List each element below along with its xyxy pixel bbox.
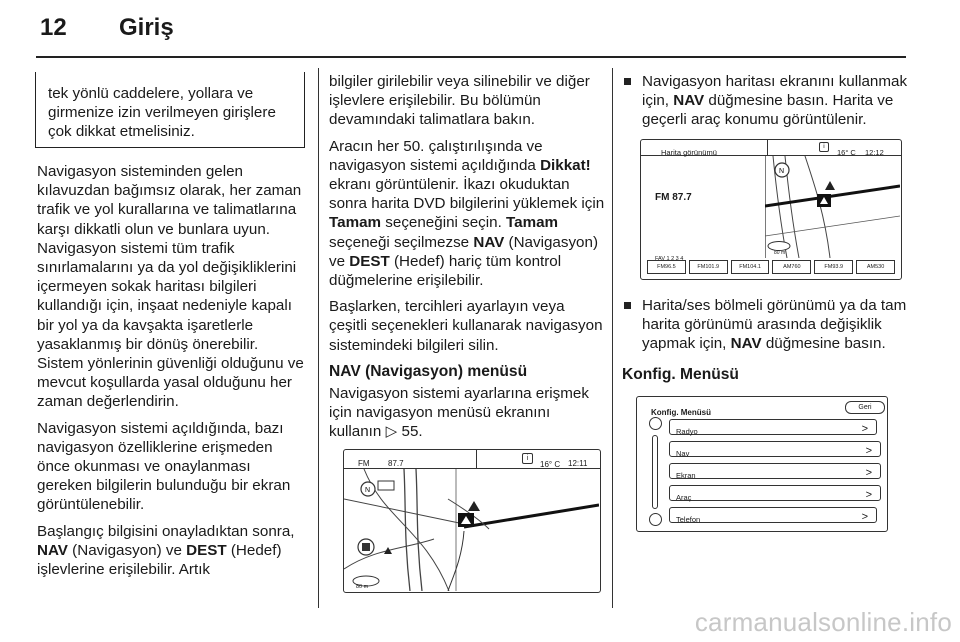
map-view: [765, 156, 900, 258]
tamam-keyword: Tamam: [329, 214, 382, 232]
nav-keyword: NAV: [473, 233, 505, 251]
bullet-icon: [624, 302, 631, 309]
menu-item-telefon[interactable]: Telefon >: [669, 507, 877, 523]
scroll-down-icon[interactable]: [649, 513, 662, 526]
chevron-right-icon: >: [861, 423, 868, 436]
menu-item-nav[interactable]: Nav >: [669, 441, 881, 457]
menu-item-ekran[interactable]: Ekran >: [669, 463, 881, 479]
dikkat-keyword: Dikkat!: [540, 156, 591, 174]
tamam-keyword: Tamam: [506, 214, 559, 232]
watermark: carmanualsonline.info: [694, 607, 952, 637]
screen-status-bar: FM 87.7 i 16° C 12:11: [344, 450, 600, 469]
chevron-right-icon: >: [865, 467, 872, 480]
column-3: [622, 72, 908, 532]
preset-button[interactable]: FM101.9: [689, 260, 728, 274]
paragraph: Navigasyon sisteminden gelen kılavuzdan bağımsız olarak, her zaman trafik ve yol kurallarına ve talimatlarına karşı dikkatli olun ve bunlara uyun. Navigasyon sistemi tüm trafik sınırlamalarını ya da yol değişikliklerini içermeyen sokak haritası bilgileri kullandığı için, inşaat nedeniyle kapalı bir yol ya da kavşakta işaretlerle yasaklanmış bir dönüş önerebilir. Sistem yönlerinin güvenliği olduğunu ve mevcut koşullarda yasal olduğunu her zaman değerlendirin.: [37, 163, 304, 411]
chevron-right-icon: >: [865, 489, 872, 502]
header-rule: [36, 56, 906, 58]
preset-button[interactable]: FM104.1: [731, 260, 770, 274]
scroll-up-icon[interactable]: [649, 417, 662, 430]
scrollbar[interactable]: [652, 435, 658, 509]
section-heading-config-menu: Konfig. Menüsü: [622, 366, 739, 384]
preset-button[interactable]: FM93.9: [814, 260, 853, 274]
preset-button[interactable]: AM760: [772, 260, 811, 274]
warning-text: tek yönlü caddelere, yollara ve girmenize izin verilmeyen girişlere çok dikkat etmelisiniz.: [48, 85, 276, 141]
column-2: [329, 72, 605, 593]
map-view: [344, 469, 599, 591]
map-screen-illustration: Harita görünümü i 16° C 12:12 FM 87.7 FAV 1 2 3 4 N 80 m FM96.5 FM101.9 FM104.1 AM760 FM93.9 AM530: [640, 139, 902, 280]
nav-keyword: NAV: [37, 541, 68, 559]
column-divider-1: [318, 68, 319, 608]
menu-item-radyo[interactable]: Radyo >: [669, 419, 877, 435]
menu-item-arac[interactable]: Araç >: [669, 485, 881, 501]
paragraph: bilgiler girilebilir veya silinebilir ve diğer işlevlere erişilebilir. Bu bölümün devamındaki talimatlara bakın.: [329, 73, 590, 129]
svg-text:N: N: [779, 167, 785, 175]
nav-keyword: NAV: [730, 335, 762, 353]
paragraph: Başlangıç bilgisini onayladıktan sonra, NAV (Navigasyon) ve DEST (Hedef) işlevlerine erişilebilir. Artık: [37, 522, 295, 579]
page-reference-icon: ▷: [385, 423, 398, 441]
paragraph: Navigasyon sistemi açıldığında, bazı navigasyon özelliklerine erişmeden önce okunması ve onaylanması gereken bilgilerin bulunduğu bir ekran görüntülenebilir.: [37, 419, 291, 514]
column-divider-2: [612, 68, 613, 608]
dest-keyword: DEST: [186, 541, 227, 559]
preset-bar: [647, 260, 895, 274]
section-title: Giriş: [119, 14, 174, 41]
back-button[interactable]: Geri: [845, 401, 885, 414]
chevron-right-icon: >: [861, 511, 868, 524]
nav-screen-illustration: FM 87.7 i 16° C 12:11 N 80 m: [343, 449, 601, 593]
bullet-icon: [624, 78, 631, 85]
page-number: 12: [40, 14, 67, 41]
radio-frequency: FM 87.7: [655, 191, 692, 203]
info-icon: i: [522, 453, 533, 464]
warning-box: [35, 72, 305, 148]
paragraph: Aracın her 50. çalıştırılışında ve navigasyon sistemi açıldığında Dikkat! ekranı görüntülenir. İkazı okuduktan sonra harita DVD bilgilerini yüklemek için Tamam seçeneğini seçin. Tamam seçeneği seçilmezse NAV (Navigasyon) ve DEST (Hedef) hariç tüm kontrol düğmelerine erişilebilir.: [329, 137, 605, 290]
config-menu-illustration: [636, 396, 888, 532]
info-icon: i: [819, 142, 829, 152]
nav-keyword: NAV: [673, 92, 705, 110]
favorites-label: FAV 1 2 3 4: [655, 255, 684, 262]
column-1: [37, 72, 305, 586]
preset-button[interactable]: AM530: [856, 260, 895, 274]
screen-status-bar: Harita görünümü i 16° C 12:12: [641, 140, 901, 156]
section-heading-nav-menu: NAV (Navigasyon) menüsü: [329, 362, 528, 380]
paragraph: Navigasyon sistemi ayarlarına erişmek için navigasyon menüsü ekranını kullanın ▷ 55.: [329, 385, 589, 441]
dest-keyword: DEST: [349, 252, 390, 270]
bullet-item: Harita/ses bölmeli görünümü ya da tam harita görünümü arasında değişiklik yapmak için, NAV düğmesine basın.: [622, 296, 908, 354]
config-menu-title: Konfig. Menüsü: [651, 408, 711, 418]
bullet-item: Navigasyon haritası ekranını kullanmak için, NAV düğmesine basın. Harita ve geçerli araç konumu görüntülenir.: [622, 72, 908, 130]
svg-text:N: N: [365, 486, 371, 494]
chevron-right-icon: >: [865, 445, 872, 458]
page-header: [0, 0, 960, 58]
paragraph: Başlarken, tercihleri ayarlayın veya çeşitli seçenekleri kullanarak navigasyon sistemindeki bilgileri silin.: [329, 298, 603, 354]
preset-button[interactable]: FM96.5: [647, 260, 686, 274]
